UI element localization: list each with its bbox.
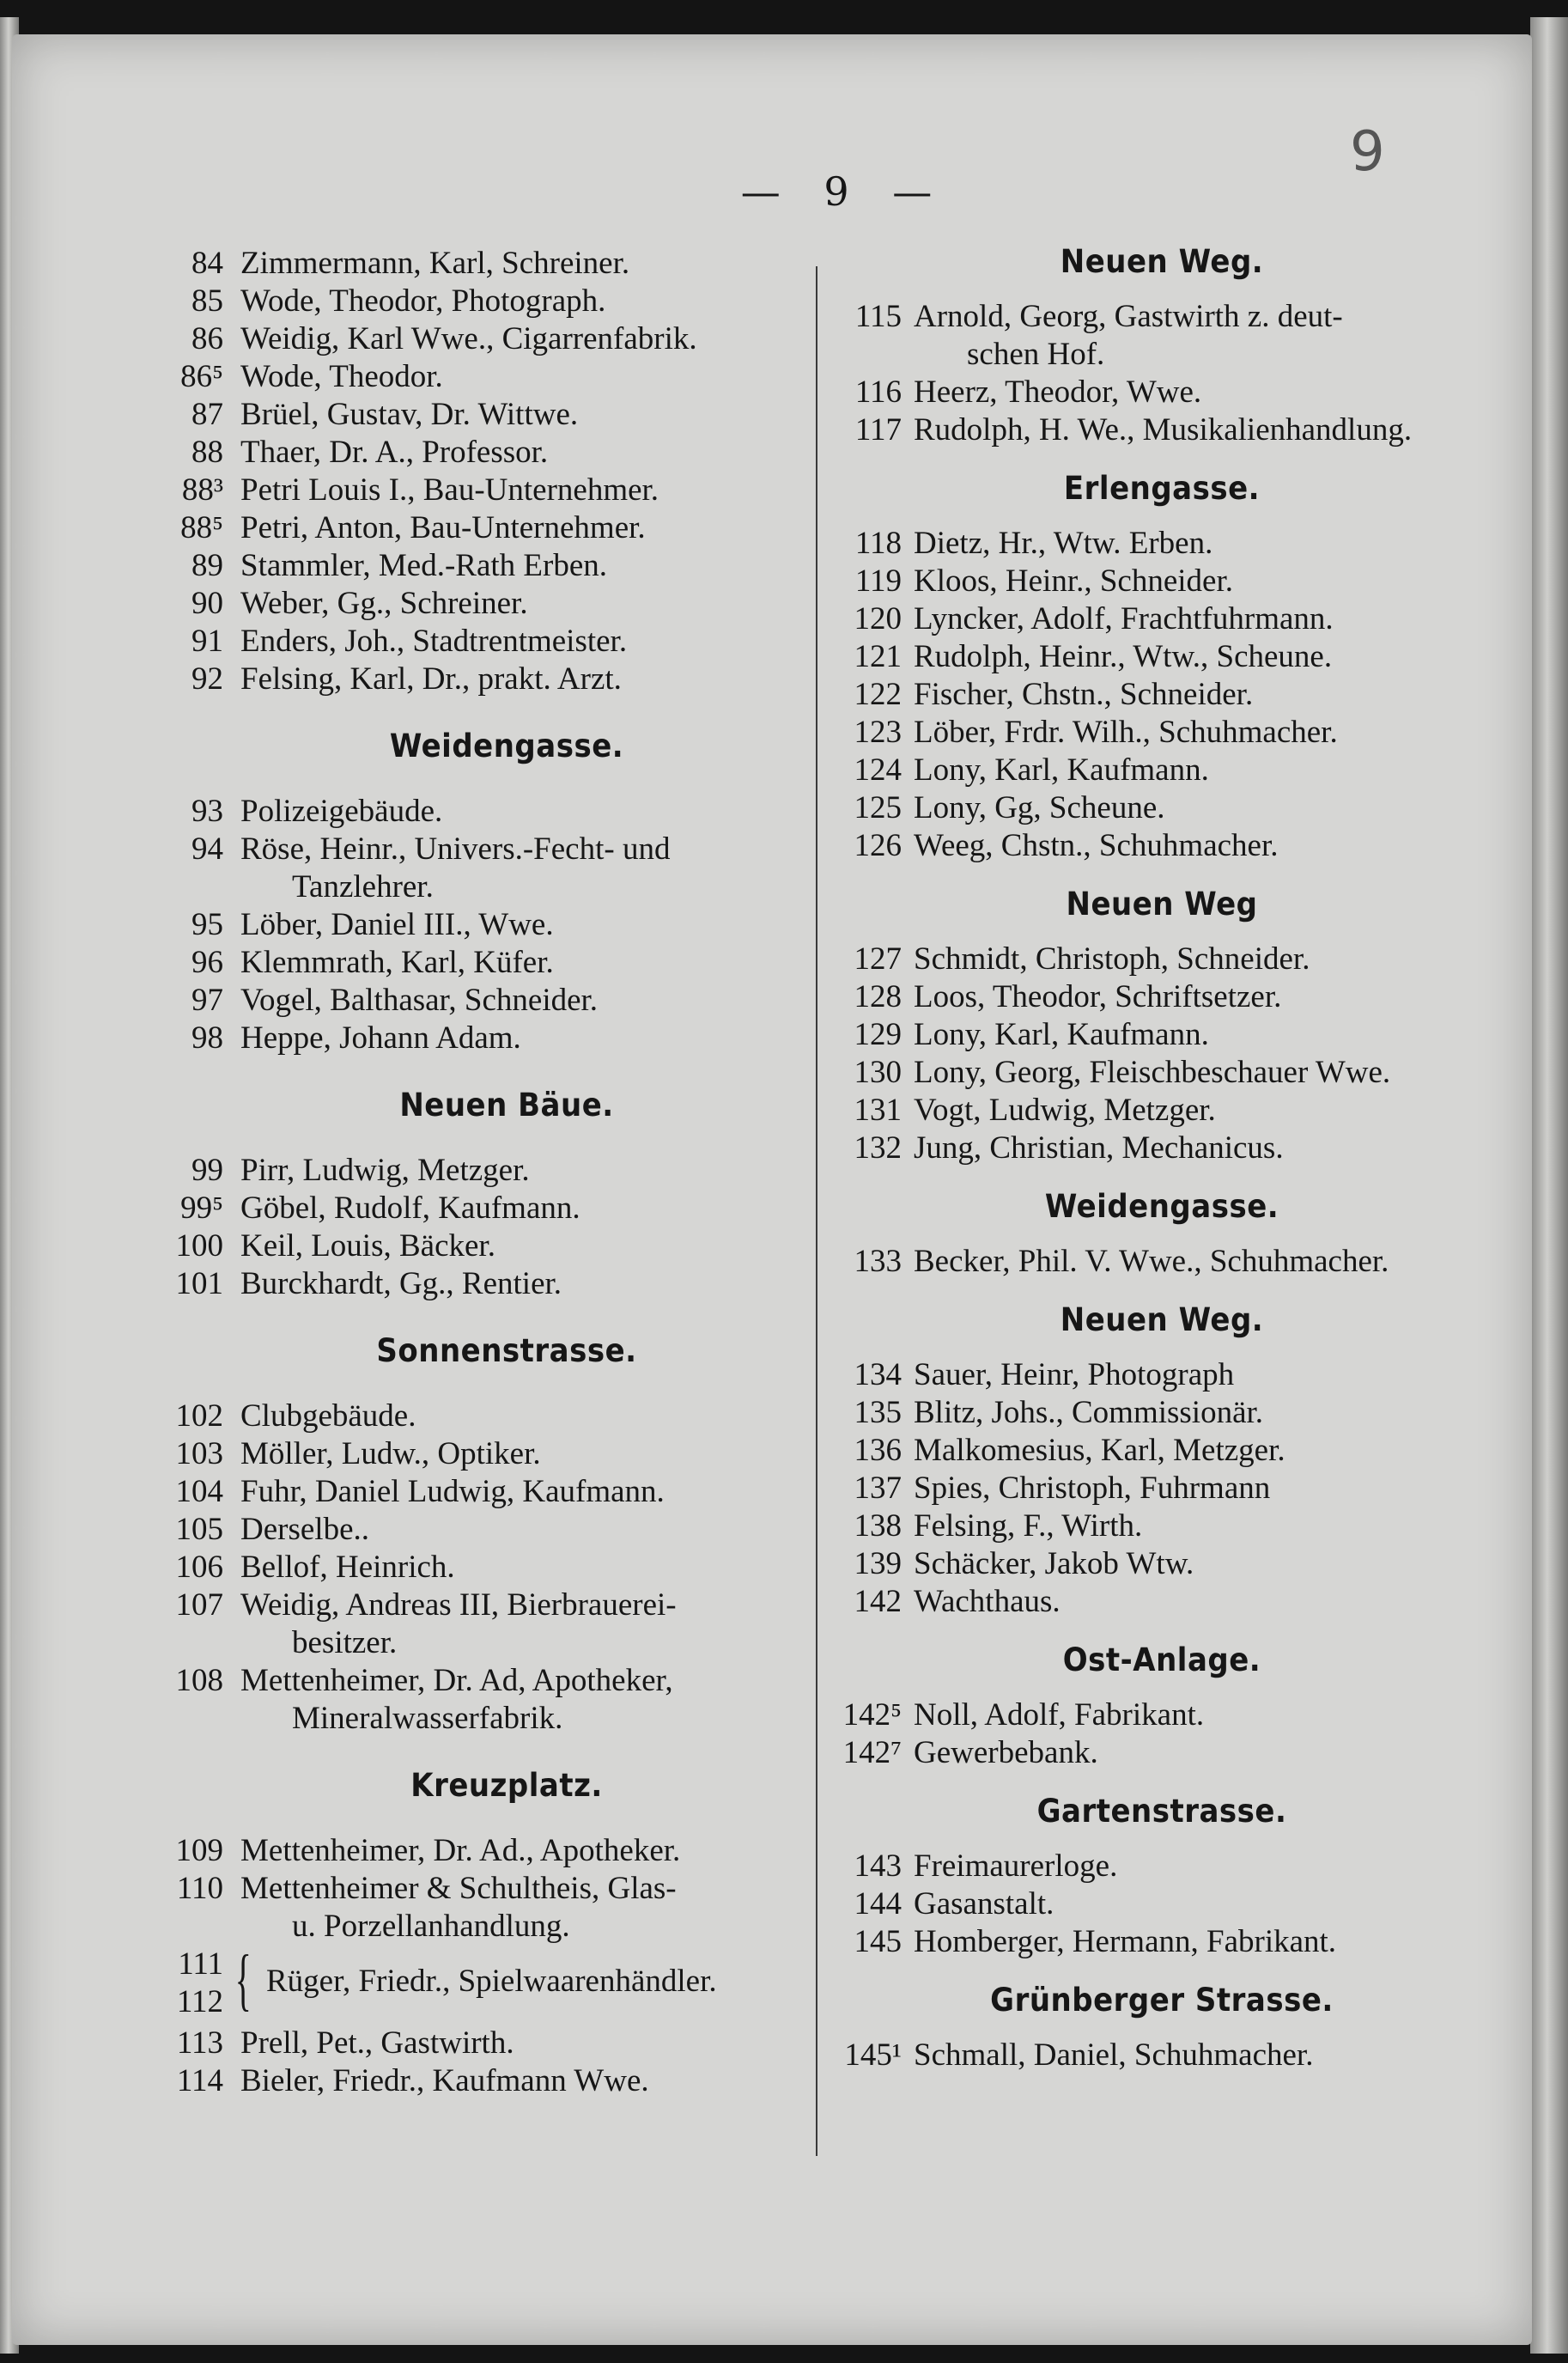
entry-text: Loos, Theodor, Schriftsetzer. (914, 979, 1282, 1014)
entry-text: Mettenheimer, Dr. Ad, Apotheker, (240, 1663, 673, 1698)
list-item (823, 676, 1484, 714)
entry-text: Vogt, Ludwig, Metzger. (914, 1093, 1216, 1128)
entry-text: Weber, Gg., Schreiner. (240, 586, 528, 621)
entry-text: Heppe, Johann Adam. (240, 1020, 521, 1056)
section-heading-gartenstrasse: Gartenstrasse. (1036, 1793, 1287, 1830)
list-item (823, 1923, 1484, 1961)
entry-number: 145¹ (844, 2037, 902, 2073)
handwritten-page-mark: 9 (1350, 120, 1385, 184)
entry-number: 139 (854, 1546, 902, 1581)
list-item (823, 1734, 1484, 1772)
entry-number: 133 (854, 1244, 902, 1279)
list-item (823, 374, 1484, 411)
entry-text: Lony, Karl, Kaufmann. (914, 1017, 1209, 1052)
entry-text: Felsing, Karl, Dr., prakt. Arzt. (240, 661, 622, 697)
entry-number: 88 (191, 435, 223, 470)
entry-continuation: besitzer. (292, 1625, 398, 1660)
entry-number: 144 (854, 1886, 902, 1921)
entry-text: Burckhardt, Gg., Rentier. (240, 1266, 562, 1301)
list-item (823, 1848, 1484, 1885)
list-item (823, 1696, 1484, 1734)
list-item (172, 1549, 790, 1586)
entry-text: Rudolph, H. We., Musikalienhandlung. (914, 412, 1413, 448)
entry-number: 126 (854, 828, 902, 863)
entry-list (823, 2037, 1484, 2074)
section-heading-neuen-weg-3: Neuen Weg. (1060, 1301, 1264, 1339)
list-item (823, 2037, 1484, 2074)
list-item (823, 1130, 1484, 1167)
entry-text: Heerz, Theodor, Wwe. (914, 375, 1202, 410)
entry-text: Enders, Joh., Stadtrentmeister. (240, 624, 628, 659)
list-item (823, 789, 1484, 827)
list-item (172, 585, 790, 623)
left-column (172, 245, 790, 2100)
entry-number: 88⁵ (180, 510, 223, 545)
list-item (172, 623, 790, 661)
brace-glyph: { (234, 1942, 252, 2018)
entry-text: Klemmrath, Karl, Küfer. (240, 945, 554, 980)
list-item (172, 358, 790, 396)
entry-number: 84 (191, 246, 223, 281)
entry-continuation: u. Porzellanhandlung. (292, 1909, 570, 1944)
list-item (172, 982, 790, 1020)
entry-text: Prell, Pet., Gastwirth. (240, 2025, 514, 2061)
list-item (172, 1870, 790, 1946)
list-item (172, 1511, 790, 1549)
list-item (823, 525, 1484, 563)
entry-text: Lyncker, Adolf, Frachtfuhrmann. (914, 601, 1334, 636)
entry-text: Schäcker, Jakob Wtw. (914, 1546, 1194, 1581)
entry-text: Löber, Frdr. Wilh., Schuhmacher. (914, 715, 1338, 750)
entry-number: 122 (854, 677, 902, 712)
entry-text: Bieler, Friedr., Kaufmann Wwe. (240, 2063, 649, 2098)
list-item (823, 1507, 1484, 1545)
column-divider (816, 266, 817, 2156)
entry-number: 127 (854, 941, 902, 977)
entry-text: Thaer, Dr. A., Professor. (240, 435, 549, 470)
entry-text: Fuhr, Daniel Ludwig, Kaufmann. (240, 1474, 665, 1509)
entry-number: 108 (175, 1663, 223, 1698)
list-item (823, 1432, 1484, 1470)
entry-number: 97 (191, 983, 223, 1018)
entry-text: Blitz, Johs., Commissionär. (914, 1395, 1264, 1430)
entry-text: Weidig, Karl Wwe., Cigarrenfabrik. (240, 321, 697, 356)
entry-number: 138 (854, 1508, 902, 1544)
entry-number: 93 (191, 794, 223, 829)
entry-text: Wachthaus. (914, 1584, 1061, 1619)
entry-number: 111 (178, 1946, 223, 1982)
entry-number: 125 (854, 790, 902, 825)
entry-number: 98 (191, 1020, 223, 1056)
list-item (823, 1545, 1484, 1583)
list-item (823, 752, 1484, 789)
entry-list (823, 1696, 1484, 1772)
entry-number: 99 (191, 1153, 223, 1188)
entry-number: 101 (175, 1266, 223, 1301)
entry-text: Arnold, Georg, Gastwirth z. deut- (914, 299, 1343, 334)
entry-number: 96 (191, 945, 223, 980)
entry-number: 119 (854, 563, 902, 599)
list-item (823, 563, 1484, 600)
entry-text: Mettenheimer, Dr. Ad., Apotheker. (240, 1833, 681, 1868)
entry-text: Mettenheimer & Schultheis, Glas- (240, 1871, 677, 1906)
entry-text: Wode, Theodor, Photograph. (240, 283, 606, 319)
entry-text: Spies, Christoph, Fuhrmann (914, 1471, 1271, 1506)
entry-text: Wode, Theodor. (240, 359, 443, 394)
entry-text: Schmall, Daniel, Schuhmacher. (914, 2037, 1314, 2073)
entry-number: 137 (854, 1471, 902, 1506)
list-item (172, 245, 790, 283)
list-item (172, 1398, 790, 1435)
entry-list (823, 525, 1484, 865)
entry-text: Schmidt, Christoph, Schneider. (914, 941, 1310, 977)
list-item (823, 1243, 1484, 1281)
entry-list (172, 245, 790, 698)
entry-number: 110 (176, 1871, 223, 1906)
entry-number: 142⁷ (842, 1735, 902, 1770)
entry-list (172, 2025, 790, 2100)
list-item (172, 793, 790, 831)
page-number: — 9 — (740, 168, 948, 215)
entry-number: 113 (176, 2025, 223, 2061)
section-heading-gruenberger-strasse: Grünberger Strasse. (990, 1982, 1334, 2019)
entry-number: 143 (854, 1848, 902, 1884)
entry-number: 131 (854, 1093, 902, 1128)
list-item (172, 547, 790, 585)
list-item (823, 941, 1484, 978)
entry-number: 124 (854, 752, 902, 788)
section-heading-neuen-weg: Neuen Weg. (1060, 243, 1264, 281)
list-item (823, 1092, 1484, 1130)
right-column (823, 245, 1484, 2074)
entry-text: Gasanstalt. (914, 1886, 1054, 1921)
section-heading-weidengasse-right: Weidengasse. (1044, 1188, 1279, 1226)
entry-number: 129 (854, 1017, 902, 1052)
entry-number: 142⁵ (842, 1697, 902, 1733)
list-item (172, 944, 790, 982)
entry-number: 136 (854, 1433, 902, 1468)
entry-text: Noll, Adolf, Fabrikant. (914, 1697, 1205, 1733)
list-item (172, 2025, 790, 2062)
section-heading-ost-anlage: Ost-Anlage. (1062, 1641, 1261, 1679)
entry-list (172, 793, 790, 1057)
entry-list (172, 1398, 790, 1738)
list-item (172, 472, 790, 509)
list-item (172, 1190, 790, 1227)
list-item (823, 1470, 1484, 1507)
entry-number: 135 (854, 1395, 902, 1430)
entry-number: 114 (176, 2063, 223, 2098)
entry-number: 118 (854, 526, 902, 561)
entry-continuation: Mineralwasserfabrik. (292, 1701, 563, 1736)
entry-text: Vogel, Balthasar, Schneider. (240, 983, 599, 1018)
list-item (172, 1473, 790, 1511)
entry-text: Sauer, Heinr, Photograph (914, 1357, 1235, 1392)
entry-text: Brüel, Gustav, Dr. Wittwe. (240, 397, 579, 432)
list-item (172, 2062, 790, 2100)
entry-text: Weidig, Andreas III, Bierbrauerei- (240, 1587, 677, 1623)
entry-text: Weeg, Chstn., Schuhmacher. (914, 828, 1279, 863)
entry-list (172, 1832, 790, 1946)
entry-text: Möller, Ludw., Optiker. (240, 1436, 541, 1471)
entry-list (823, 298, 1484, 449)
list-item (823, 1054, 1484, 1092)
list-item (172, 1265, 790, 1303)
list-item (172, 320, 790, 358)
entry-text: Becker, Phil. V. Wwe., Schuhmacher. (914, 1244, 1389, 1279)
section-heading-weidengasse: Weidengasse. (389, 728, 624, 765)
entry-number: 103 (175, 1436, 223, 1471)
entry-text: Rudolph, Heinr., Wtw., Scheune. (914, 639, 1333, 674)
entry-text: Dietz, Hr., Wtw. Erben. (914, 526, 1213, 561)
entry-number: 106 (175, 1550, 223, 1585)
list-item (823, 411, 1484, 449)
entry-number: 85 (191, 283, 223, 319)
entry-number: 142 (854, 1584, 902, 1619)
entry-text: Homberger, Hermann, Fabrikant. (914, 1924, 1337, 1959)
entry-number: 95 (191, 907, 223, 942)
list-item (823, 298, 1484, 374)
entry-text: Lony, Georg, Fleischbeschauer Wwe. (914, 1055, 1391, 1090)
list-item (823, 1394, 1484, 1432)
entry-number: 117 (854, 412, 902, 448)
list-item (172, 434, 790, 472)
list-item (172, 1435, 790, 1473)
entry-number: 90 (191, 586, 223, 621)
list-item (172, 1832, 790, 1870)
entry-text: Stammler, Med.-Rath Erben. (240, 548, 607, 583)
entry-number: 128 (854, 979, 902, 1014)
entry-number: 104 (175, 1474, 223, 1509)
entry-text: Rüger, Friedr., Spielwaarenhändler. (266, 1964, 717, 1999)
section-heading-neuen-baue: Neuen Bäue. (399, 1087, 614, 1124)
list-item (823, 827, 1484, 865)
entry-text: Röse, Heinr., Univers.-Fecht- und (240, 831, 671, 867)
list-item (823, 1583, 1484, 1621)
entry-list (172, 1152, 790, 1303)
entry-number: 120 (854, 601, 902, 636)
entry-text: Derselbe.. (240, 1512, 369, 1547)
entry-number: 105 (175, 1512, 223, 1547)
entry-text: Kloos, Heinr., Schneider. (914, 563, 1234, 599)
entry-text: Löber, Daniel III., Wwe. (240, 907, 554, 942)
entry-text: Jung, Christian, Mechanicus. (914, 1130, 1284, 1166)
entry-text: Felsing, F., Wirth. (914, 1508, 1143, 1544)
entry-number: 89 (191, 548, 223, 583)
list-item (172, 283, 790, 320)
entry-number: 145 (854, 1924, 902, 1959)
list-item (172, 1586, 790, 1662)
entry-list (823, 941, 1484, 1167)
entry-text: Lony, Gg, Scheune. (914, 790, 1165, 825)
list-item (172, 396, 790, 434)
entry-number: 99⁵ (180, 1191, 223, 1226)
entry-number: 130 (854, 1055, 902, 1090)
list-item (823, 1885, 1484, 1923)
list-item (823, 714, 1484, 752)
section-heading-erlengasse: Erlengasse. (1063, 470, 1261, 508)
entry-list (823, 1356, 1484, 1621)
entry-number: 86 (191, 321, 223, 356)
entry-number: 134 (854, 1357, 902, 1392)
entry-number: 102 (175, 1398, 223, 1434)
list-item (172, 1662, 790, 1738)
list-item (172, 661, 790, 698)
list-item (823, 1016, 1484, 1054)
entry-text: Keil, Louis, Bäcker. (240, 1228, 495, 1264)
list-item (823, 1356, 1484, 1394)
entry-number: 132 (854, 1130, 902, 1166)
list-item (172, 509, 790, 547)
entry-text: Göbel, Rudolf, Kaufmann. (240, 1191, 580, 1226)
entry-text: Petri Louis I., Bau-Unternehmer. (240, 472, 659, 508)
list-item (172, 906, 790, 944)
section-heading-neuen-weg-2: Neuen Weg (1066, 886, 1258, 923)
list-item (172, 1227, 790, 1265)
entry-number: 121 (854, 639, 902, 674)
entry-number: 123 (854, 715, 902, 750)
entry-number: 115 (854, 299, 902, 334)
entry-text: Malkomesius, Karl, Metzger. (914, 1433, 1285, 1468)
entry-list (823, 1243, 1484, 1281)
list-item (172, 831, 790, 906)
entry-number: 88³ (181, 472, 223, 508)
list-item (823, 978, 1484, 1016)
entry-number: 109 (175, 1833, 223, 1868)
section-heading-sonnenstrasse: Sonnenstrasse. (376, 1332, 637, 1370)
entry-text: Pirr, Ludwig, Metzger. (240, 1153, 530, 1188)
entry-text: Gewerbebank. (914, 1735, 1098, 1770)
entry-number: 86⁵ (180, 359, 223, 394)
list-item (823, 600, 1484, 638)
entry-brace (172, 1942, 790, 2025)
list-item (172, 1152, 790, 1190)
section-heading-kreuzplatz: Kreuzplatz. (410, 1767, 603, 1805)
entry-list (823, 1848, 1484, 1961)
entry-continuation: schen Hof. (967, 337, 1105, 372)
page-edge-right (1530, 17, 1568, 2354)
entry-number: 116 (854, 375, 902, 410)
entry-number: 94 (191, 831, 223, 867)
entry-continuation: Tanzlehrer. (292, 869, 434, 904)
list-item (823, 638, 1484, 676)
entry-text: Lony, Karl, Kaufmann. (914, 752, 1209, 788)
entry-text: Freimaurerloge. (914, 1848, 1118, 1884)
entry-text: Clubgebäude. (240, 1398, 416, 1434)
entry-number: 107 (175, 1587, 223, 1623)
entry-number: 112 (176, 1984, 223, 2019)
list-item (172, 1020, 790, 1057)
entry-text: Petri, Anton, Bau-Unternehmer. (240, 510, 646, 545)
entry-text: Fischer, Chstn., Schneider. (914, 677, 1254, 712)
entry-number: 100 (175, 1228, 223, 1264)
entry-number: 91 (191, 624, 223, 659)
entry-number: 87 (191, 397, 223, 432)
entry-text: Polizeigebäude. (240, 794, 443, 829)
entry-text: Bellof, Heinrich. (240, 1550, 455, 1585)
entry-number: 92 (191, 661, 223, 697)
entry-text: Zimmermann, Karl, Schreiner. (240, 246, 630, 281)
